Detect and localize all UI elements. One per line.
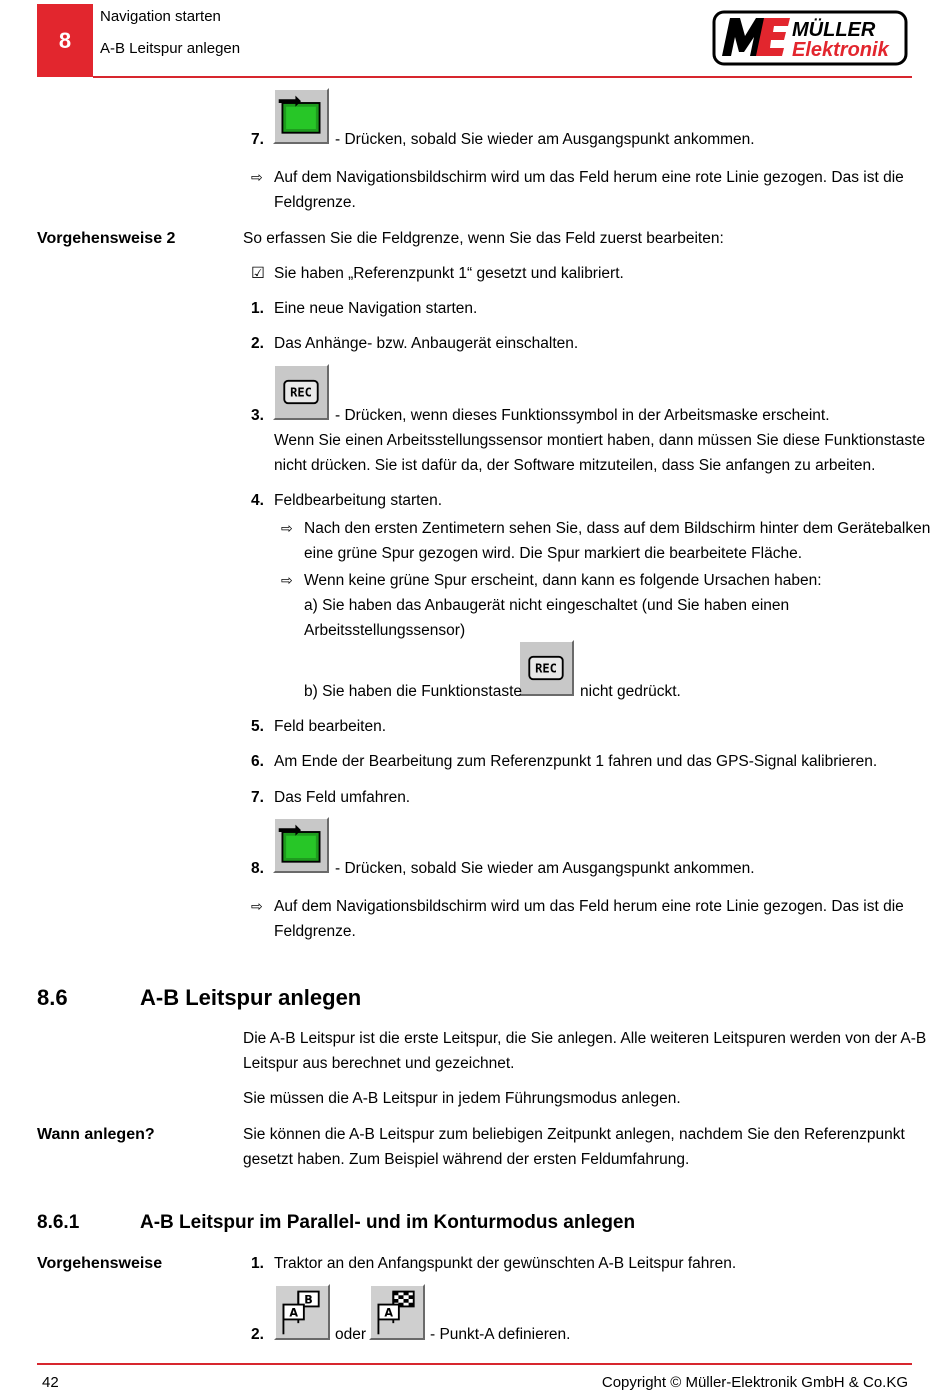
paragraph: Sie müssen die A-B Leitspur in jedem Führungsmodus anlegen.	[243, 1090, 681, 1107]
prerequisite-text: Sie haben „Referenzpunkt 1“ gesetzt und kalibriert.	[274, 265, 624, 282]
result-text: Auf dem Navigationsbildschirm wird um das Feld herum eine rote Linie gezogen. Das ist die	[274, 898, 904, 915]
side-label: Vorgehensweise	[37, 1255, 163, 1272]
step-number: 8.	[251, 860, 264, 877]
rec-icon	[518, 640, 574, 696]
result-arrow-icon: ⇨	[251, 898, 263, 914]
paragraph: Die A-B Leitspur ist die erste Leitspur, die Sie anlegen. Alle weiteren Leitspuren werden von der A-B	[243, 1030, 927, 1047]
result-arrow-icon: ⇨	[251, 169, 263, 185]
step-number: 6.	[251, 753, 264, 770]
svg-text:Elektronik: Elektronik	[792, 39, 889, 61]
copyright: Copyright © Müller-Elektronik GmbH & Co.KG	[601, 1374, 908, 1391]
subsection-number: 8.6.1	[37, 1212, 80, 1233]
side-label: Wann anlegen?	[37, 1126, 155, 1143]
svg-text:REC: REC	[535, 661, 557, 676]
result-text: nicht gedrückt.	[580, 683, 681, 700]
step-text: oder	[335, 1326, 367, 1343]
step-number: 4.	[251, 492, 264, 509]
result-text: a) Sie haben das Anbaugerät nicht eingeschaltet (und Sie haben einen	[304, 597, 790, 614]
chapter-number-box	[37, 4, 93, 77]
step-number: 1.	[251, 1255, 264, 1272]
result-text: Wenn keine grüne Spur erscheint, dann kann es folgende Ursachen haben:	[304, 572, 822, 589]
step-number: 5.	[251, 718, 264, 735]
checkbox-checked-icon: ☑	[251, 265, 265, 282]
result-arrow-icon: ⇨	[281, 572, 293, 588]
header-title: Navigation starten	[100, 8, 221, 25]
footer-rule	[37, 1363, 912, 1365]
step-text: Das Anhänge- bzw. Anbaugerät einschalten.	[274, 335, 579, 352]
side-label: Vorgehensweise 2	[37, 230, 176, 247]
company-logo	[712, 10, 908, 66]
result-text: Nach den ersten Zentimetern sehen Sie, dass auf dem Bildschirm hinter dem Gerätebalken	[304, 520, 931, 537]
step-text: - Drücken, sobald Sie wieder am Ausgangspunkt ankommen.	[335, 860, 755, 877]
subsection-title: A-B Leitspur im Parallel- und im Konturmodus anlegen	[140, 1212, 636, 1233]
page-number: 42	[42, 1374, 59, 1391]
step-number: 2.	[251, 335, 264, 352]
step-number: 7.	[251, 789, 264, 806]
step-text: Am Ende der Bearbeitung zum Referenzpunkt 1 fahren und das GPS-Signal kalibrieren.	[274, 753, 878, 770]
point-a-b-flag-icon	[274, 1284, 330, 1340]
result-text: Arbeitsstellungssensor)	[304, 622, 466, 639]
paragraph: gesetzt haben. Zum Beispiel während der ersten Feldumfahrung.	[243, 1151, 690, 1168]
svg-text:A: A	[384, 1306, 393, 1320]
paragraph: Leitspur aus berechnet und gezeichnet.	[243, 1055, 515, 1072]
step-text: - Drücken, sobald Sie wieder am Ausgangspunkt ankommen.	[335, 131, 755, 148]
result-text: Auf dem Navigationsbildschirm wird um das Feld herum eine rote Linie gezogen. Das ist die	[274, 169, 904, 186]
paragraph: Sie können die A-B Leitspur zum beliebigen Zeitpunkt anlegen, nachdem Sie den Referenzpunkt	[243, 1126, 905, 1143]
step-number: 2.	[251, 1326, 264, 1343]
step-text: Feld bearbeiten.	[274, 718, 387, 735]
svg-text:A: A	[289, 1306, 298, 1320]
svg-text:MÜLLER: MÜLLER	[792, 19, 876, 41]
result-text: b) Sie haben die Funktionstaste	[304, 683, 522, 700]
step-note: Wenn Sie einen Arbeitsstellungssensor montiert haben, dann müssen Sie diese Funktionstaste	[274, 432, 926, 449]
step-text: - Drücken, wenn dieses Funktionssymbol in der Arbeitsmaske erscheint.	[335, 407, 830, 424]
section-title: A-B Leitspur anlegen	[140, 985, 362, 1010]
step-text: Feldbearbeitung starten.	[274, 492, 443, 509]
step-number: 1.	[251, 300, 264, 317]
point-a-finish-flag-icon	[369, 1284, 425, 1340]
svg-text:REC: REC	[290, 385, 312, 400]
step-number: 3.	[251, 407, 264, 424]
step-text: Das Feld umfahren.	[274, 789, 411, 806]
step-text: Eine neue Navigation starten.	[274, 300, 478, 317]
svg-text:B: B	[304, 1293, 313, 1307]
result-text: Feldgrenze.	[274, 194, 356, 211]
header-subtitle: A-B Leitspur anlegen	[100, 40, 241, 57]
rec-icon	[273, 364, 329, 420]
section-number: 8.6	[37, 985, 68, 1010]
step-text: - Punkt-A definieren.	[430, 1326, 571, 1343]
field-boundary-icon	[273, 817, 329, 873]
result-text: Feldgrenze.	[274, 923, 356, 940]
field-boundary-icon	[273, 88, 329, 144]
procedure-intro: So erfassen Sie die Feldgrenze, wenn Sie das Feld zuerst bearbeiten:	[243, 230, 724, 247]
result-arrow-icon: ⇨	[281, 520, 293, 536]
step-note: nicht drücken. Sie ist dafür da, der Software mitzuteilen, dass Sie anfangen zu arbeiten.	[274, 457, 876, 474]
header-rule	[93, 76, 912, 78]
chapter-number: 8	[58, 27, 72, 53]
step-number: 7.	[251, 131, 264, 148]
result-text: eine grüne Spur gezogen wird. Die Spur markiert die bearbeitete Fläche.	[304, 545, 802, 562]
step-text: Traktor an den Anfangspunkt der gewünschten A-B Leitspur fahren.	[274, 1255, 737, 1272]
